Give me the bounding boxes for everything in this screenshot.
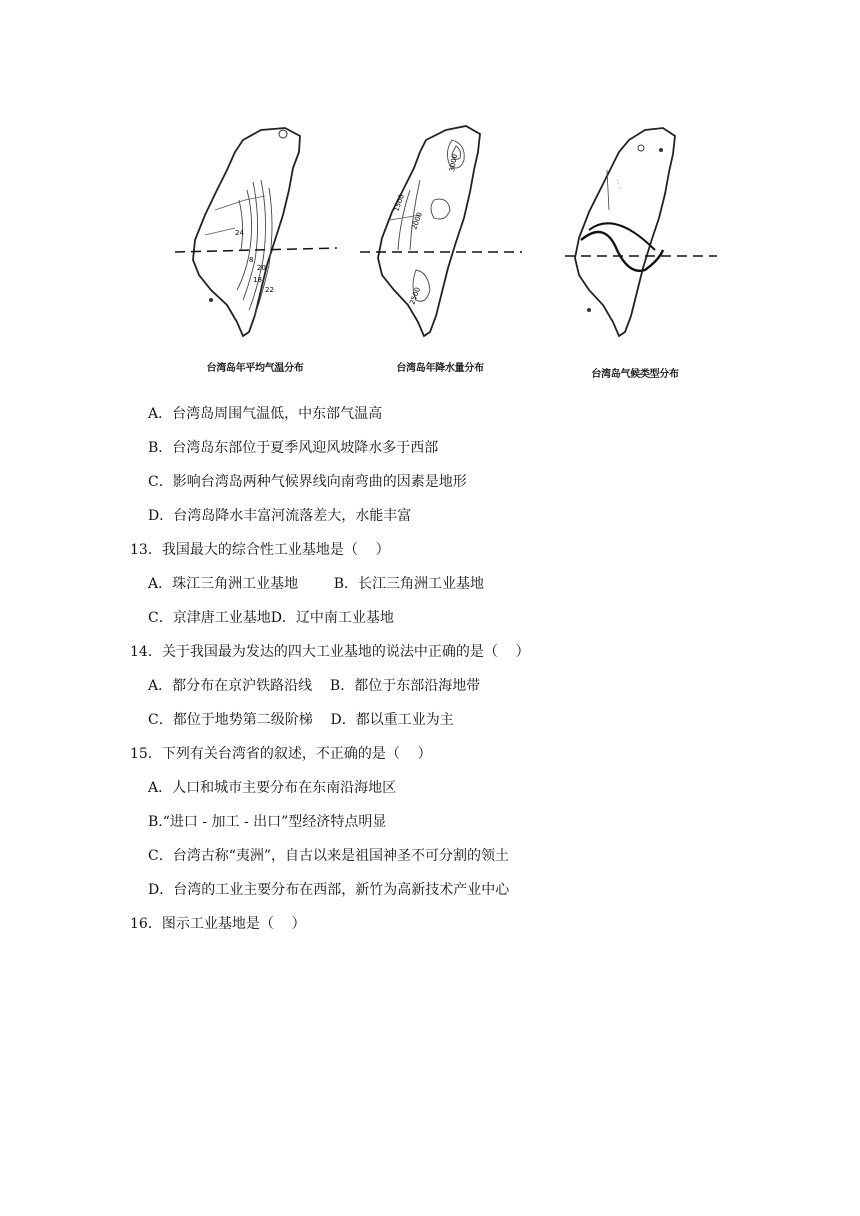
precip-label: 2500	[408, 286, 422, 306]
q12-option-c: C．影响台湾岛两种气候界线向南弯曲的因素是地形	[148, 474, 467, 490]
temperature-map-drawing	[165, 100, 345, 360]
taiwan-maps-figure	[140, 100, 720, 390]
temperature-map	[165, 100, 345, 390]
precip-label: 1500	[392, 193, 406, 213]
precipitation-map	[350, 100, 530, 390]
climate-label-glyph: · · ·	[613, 178, 623, 190]
q15-stem: 15．下列有关台湾省的叙述，不正确的是（ ）	[130, 746, 432, 762]
q15-option-d: D．台湾的工业主要分布在西部，新竹为高新技术产业中心	[148, 882, 510, 898]
q15-option-b: B.“进口 - 加工 - 出口”型经济特点明显	[148, 814, 387, 830]
q12-option-b: B．台湾岛东部位于夏季风迎风坡降水多于西部	[148, 440, 439, 456]
q13-stem: 13．我国最大的综合性工业基地是（ ）	[130, 542, 390, 558]
temp-label: 20	[257, 264, 266, 272]
q13-options-line2: C．京津唐工业基地D．辽中南工业基地	[148, 610, 394, 626]
precip-label: 3000	[448, 153, 460, 173]
q15-option-c: C．台湾古称“夷洲”，自古以来是祖国神圣不可分割的领土	[148, 848, 510, 864]
q14-stem: 14．关于我国最为发达的四大工业基地的说法中正确的是（ ）	[130, 644, 530, 660]
climate-map	[545, 100, 725, 390]
q15-option-a: A．人口和城市主要分布在东南沿海地区	[148, 780, 397, 796]
temp-label: 24	[235, 229, 244, 237]
precipitation-map-caption: 台湾岛年降水量分布	[396, 363, 484, 374]
q14-options-line1: A．都分布在京沪铁路沿线 B．都位于东部沿海地带	[148, 678, 481, 694]
climate-map-drawing	[545, 100, 725, 360]
q12-option-d: D．台湾岛降水丰富河流落差大，水能丰富	[148, 508, 412, 524]
temperature-map-caption: 台湾岛年平均气温分布	[206, 363, 304, 374]
q16-stem: 16．图示工业基地是（ ）	[130, 916, 306, 932]
temp-label: 22	[265, 286, 274, 294]
q13-options-line1: A．珠江三角洲工业基地 B．长江三角洲工业基地	[148, 576, 484, 592]
temp-label: 8	[249, 256, 254, 264]
q12-option-a: A．台湾岛周围气温低，中东部气温高	[148, 406, 383, 422]
temp-label: 18	[253, 276, 262, 284]
precipitation-map-drawing	[350, 100, 530, 360]
climate-map-caption: 台湾岛气候类型分布	[591, 369, 679, 380]
q14-options-line2: C．都位于地势第二级阶梯 D．都以重工业为主	[148, 712, 454, 728]
precip-label: 2000	[410, 211, 424, 231]
